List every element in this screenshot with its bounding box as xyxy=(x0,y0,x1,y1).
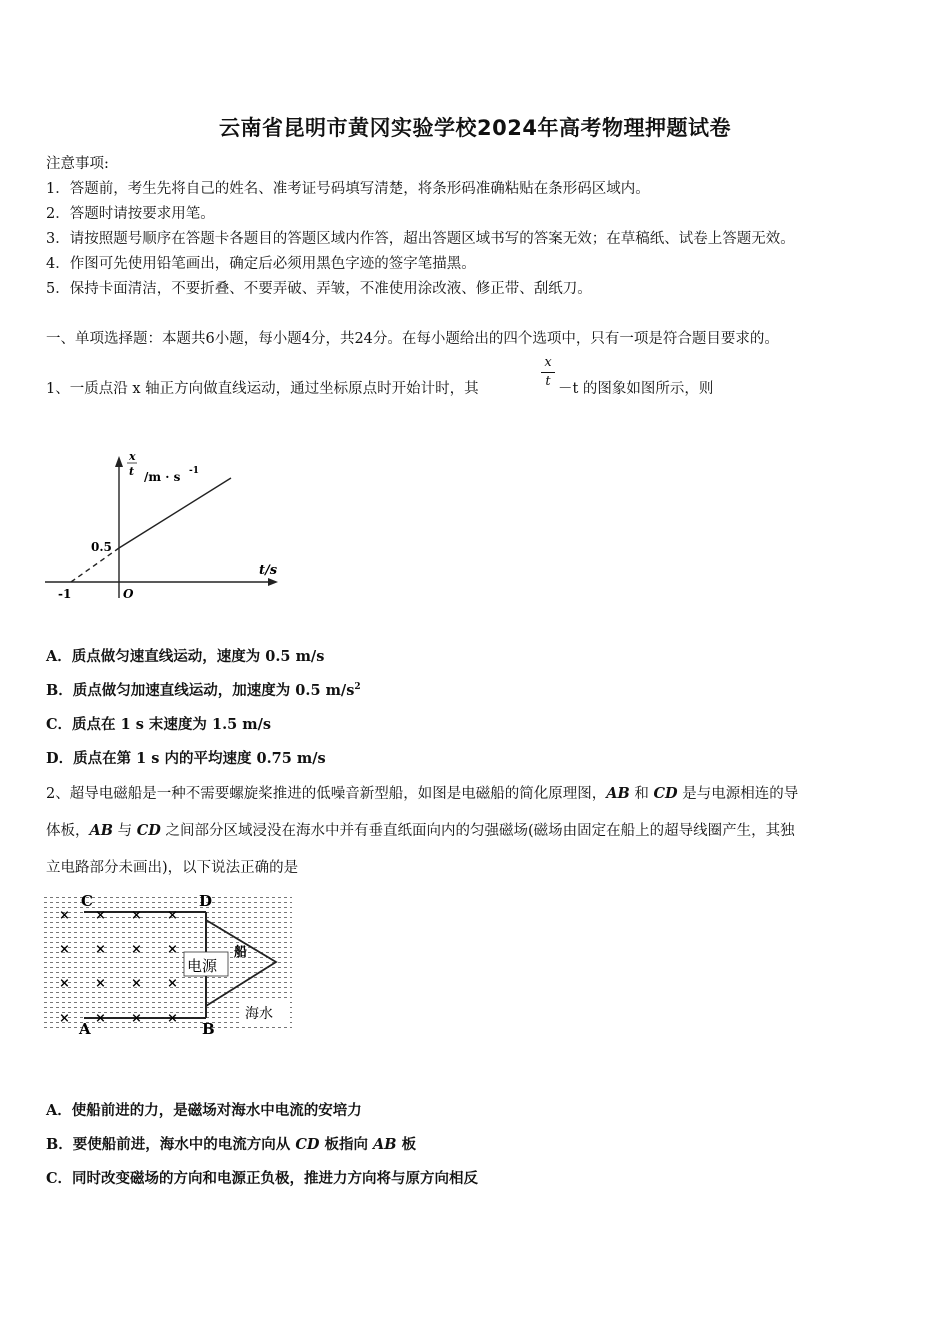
q2-l2-post: 之间部分区域浸没在海水中并有垂直纸面向内的匀强磁场(磁场由固定在船上的超导线圈产生，其独 xyxy=(160,823,795,839)
q2-stem-line3: 立电路部分未画出)，以下说法正确的是 xyxy=(46,860,299,876)
q2-option-b-ab: AB xyxy=(373,1136,397,1153)
field-cross: × xyxy=(167,942,178,957)
q1-stem xyxy=(46,377,479,398)
q2-l1-mid: 和 xyxy=(629,786,654,802)
field-cross: × xyxy=(131,942,142,957)
y-axis-arrow xyxy=(115,456,123,467)
origin-label: O xyxy=(123,587,134,601)
q2-option-b-mid: 板指向 xyxy=(319,1136,374,1153)
water-label: 海水 xyxy=(245,1006,273,1022)
q1-stem-before: 1、一质点沿 x 轴正方向做直线运动，通过坐标原点时开始计时，其 xyxy=(46,381,479,397)
field-cross: × xyxy=(167,976,178,991)
data-line xyxy=(119,478,231,548)
q1-option-d: D．质点在第 1 s 内的平均速度 0.75 m/s xyxy=(46,750,326,767)
label-c: C xyxy=(81,892,93,910)
field-cross: × xyxy=(95,942,106,957)
q2-l1-post: 是与电源相连的导 xyxy=(677,786,799,802)
intercept-label: 0.5 xyxy=(91,540,112,554)
label-a: A xyxy=(79,1020,91,1038)
q2-option-b-pre: B．要使船前进，海水中的电流方向从 xyxy=(46,1136,296,1153)
q2-l2-ab: AB xyxy=(89,822,114,839)
field-cross: × xyxy=(95,908,106,923)
field-cross: × xyxy=(131,908,142,923)
q1-option-b-text: B．质点做匀加速直线运动，加速度为 0.5 m/s xyxy=(46,682,355,699)
notice-item-4: 4．作图可先使用铅笔画出，确定后必须用黑色字迹的签字笔描黑。 xyxy=(46,256,476,272)
field-cross: × xyxy=(131,1011,142,1026)
field-cross: × xyxy=(59,908,70,923)
q1-option-b xyxy=(46,679,361,700)
page-title: 云南省昆明市黄冈实验学校2024年高考物理押题试卷 xyxy=(219,116,731,140)
q2-stem-line1 xyxy=(46,782,798,803)
notice-item-1: 1．答题前，考生先将自己的姓名、准考证号码填写清楚，将条形码准确粘贴在条形码区域内。 xyxy=(46,181,650,197)
field-cross: × xyxy=(95,976,106,991)
notice-item-2: 2．答题时请按要求用笔。 xyxy=(46,206,215,222)
neg-label: -1 xyxy=(58,587,72,601)
q2-figure xyxy=(44,890,296,1038)
field-cross: × xyxy=(59,1011,70,1026)
y-label-den: t xyxy=(129,465,135,478)
y-unit: /m · s xyxy=(144,470,181,484)
ship-label: 船 xyxy=(234,945,248,960)
q2-l1-ab: AB xyxy=(606,785,630,802)
q1-stem-fraction xyxy=(541,354,555,391)
label-b: B xyxy=(202,1020,215,1038)
label-d: D xyxy=(199,892,213,910)
q1-graph xyxy=(40,440,290,610)
field-cross: × xyxy=(167,1011,178,1026)
y-unit-sup: -1 xyxy=(189,466,199,476)
q2-option-a: A．使船前进的力，是磁场对海水中电流的安培力 xyxy=(46,1102,362,1119)
q1-option-c: C．质点在 1 s 末速度为 1.5 m/s xyxy=(46,716,272,733)
q2-l2-pre: 体板， xyxy=(46,823,90,839)
q2-l1-cd: CD xyxy=(653,785,678,802)
q1-stem-after: －t 的图象如图所示，则 xyxy=(558,381,714,397)
notice-item-5: 5．保持卡面清洁，不要折叠、不要弄破、弄皱，不准使用涂改液、修正带、刮纸刀。 xyxy=(46,281,592,297)
field-cross: × xyxy=(59,942,70,957)
q2-option-b xyxy=(46,1133,416,1154)
y-label-num: x xyxy=(129,450,136,463)
notice-item-3: 3．请按照题号顺序在答题卡各题目的答题区域内作答，超出答题区域书写的答案无效；在草稿纸、试卷上答题无效。 xyxy=(46,231,795,247)
q1-option-b-sup: 2 xyxy=(354,682,361,693)
q2-l2-cd: CD xyxy=(136,822,161,839)
x-axis-arrow xyxy=(268,578,278,586)
power-label: 电源 xyxy=(187,957,218,975)
x-label: t/s xyxy=(259,563,278,578)
q2-l2-mid: 与 xyxy=(113,823,137,839)
q2-stem-line2 xyxy=(46,819,795,840)
section-heading: 一、单项选择题：本题共6小题，每小题4分，共24分。在每小题给出的四个选项中，只有一项是符合题目要求的。 xyxy=(46,331,779,347)
q1-option-a: A．质点做匀速直线运动，速度为 0.5 m/s xyxy=(46,648,325,665)
field-cross: × xyxy=(59,976,70,991)
q2-l1-pre: 2、超导电磁船是一种不需要螺旋桨推进的低噪音新型船，如图是电磁船的简化原理图， xyxy=(46,786,607,802)
q2-option-c: C．同时改变磁场的方向和电源正负极，推进力方向将与原方向相反 xyxy=(46,1170,479,1187)
q1-frac-num: x xyxy=(541,354,555,373)
field-cross: × xyxy=(167,908,178,923)
notice-heading: 注意事项: xyxy=(46,156,109,172)
q2-option-b-post: 板 xyxy=(396,1136,417,1153)
q2-option-b-cd: CD xyxy=(295,1136,320,1153)
q1-frac-den: t xyxy=(545,374,551,389)
field-cross: × xyxy=(131,976,142,991)
field-cross: × xyxy=(95,1011,106,1026)
